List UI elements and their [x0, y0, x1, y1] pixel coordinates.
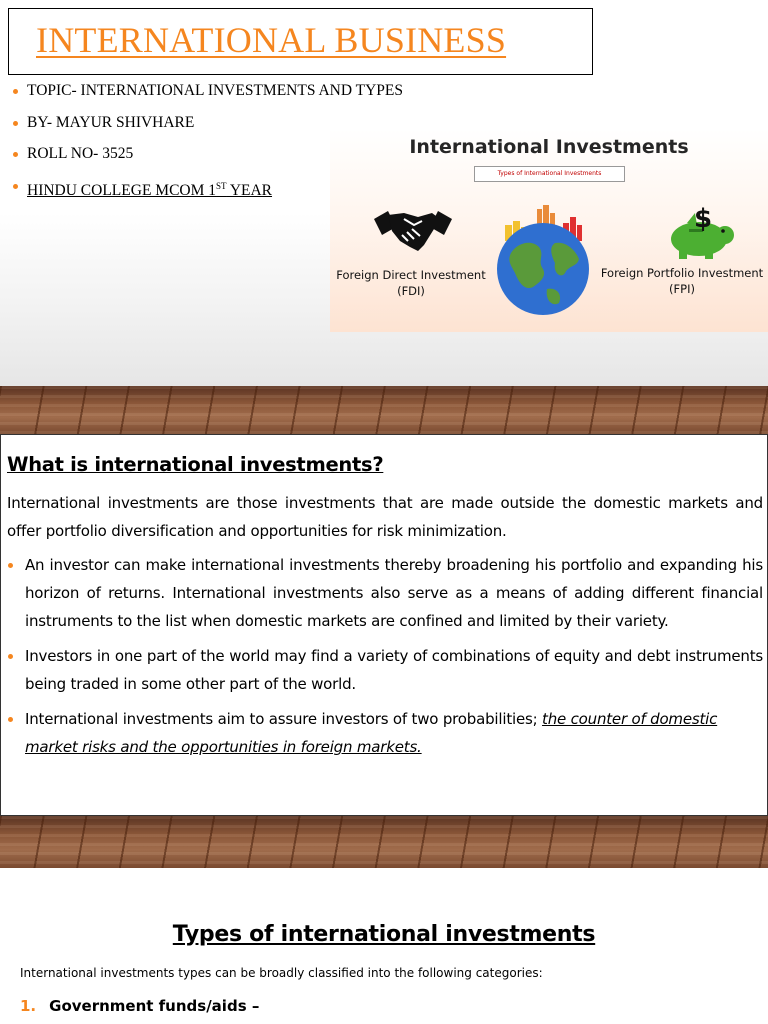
fdi-label-abbr: (FDI) [397, 284, 425, 298]
types-heading: Types of international investments [172, 922, 596, 947]
wood-floor-divider [0, 386, 768, 434]
types-list-item [20, 997, 259, 1015]
definition-paragraph: International investments are those investments that are made outside the domestic markets and offer portfolio diversification and opportunities for risk minimization. [7, 494, 763, 540]
fpi-label-abbr: (FPI) [669, 282, 695, 296]
infographic-title: International Investments [409, 136, 689, 158]
definition-point: Investors in one part of the world may find a variety of combinations of equity and debt instruments being traded in some other part of the world. [7, 642, 763, 698]
types-item-label: Government funds/aids – [49, 997, 260, 1015]
types-slide [0, 868, 768, 1024]
definition-point: An investor can make international investments thereby broadening his portfolio and expanding his horizon of returns. International investments also serve as a means of adding different financial instruments to the list when domestic markets are confined and limited by their variety. [7, 551, 763, 635]
title-slide [0, 0, 768, 386]
infographic-subtitle: Types of International Investments [474, 166, 625, 182]
wood-floor-divider [0, 816, 768, 868]
fpi-label-name: Foreign Portfolio Investment [600, 266, 764, 280]
fdi-label [330, 267, 492, 299]
fpi-label [596, 265, 768, 297]
piggy-bank-icon [665, 207, 739, 259]
presentation-title: INTERNATIONAL BUSINESS [36, 20, 507, 60]
investment-types-infographic [330, 129, 768, 332]
types-intro: International investments types can be broadly classified into the following categories: [20, 966, 543, 980]
types-item-number: 1. [20, 997, 37, 1015]
definition-point [7, 705, 763, 761]
college-text: HINDU COLLEGE MCOM 1 [27, 181, 217, 199]
college-year-text: YEAR [226, 181, 273, 199]
globe-icon [493, 203, 593, 315]
definition-point-emphasis: the counter of domestic market risks and the opportunities in foreign markets. [25, 710, 718, 756]
definition-slide [0, 434, 768, 816]
definition-points-list [7, 551, 763, 768]
svg-text:$: $ [694, 207, 713, 234]
college-superscript: ST [216, 180, 227, 191]
author-bullet: BY- MAYUR SHIVHARE [12, 112, 403, 144]
roll-number-bullet: ROLL NO- 3525 [12, 143, 403, 175]
handshake-icon [374, 205, 452, 255]
topic-bullet: TOPIC- INTERNATIONAL INVESTMENTS AND TYPES [12, 80, 403, 112]
definition-point-text: International investments aim to assure investors of two probabilities; [25, 710, 543, 728]
definition-heading: What is international investments? [7, 453, 384, 476]
fdi-label-name: Foreign Direct Investment [336, 268, 486, 282]
title-box [8, 8, 593, 75]
